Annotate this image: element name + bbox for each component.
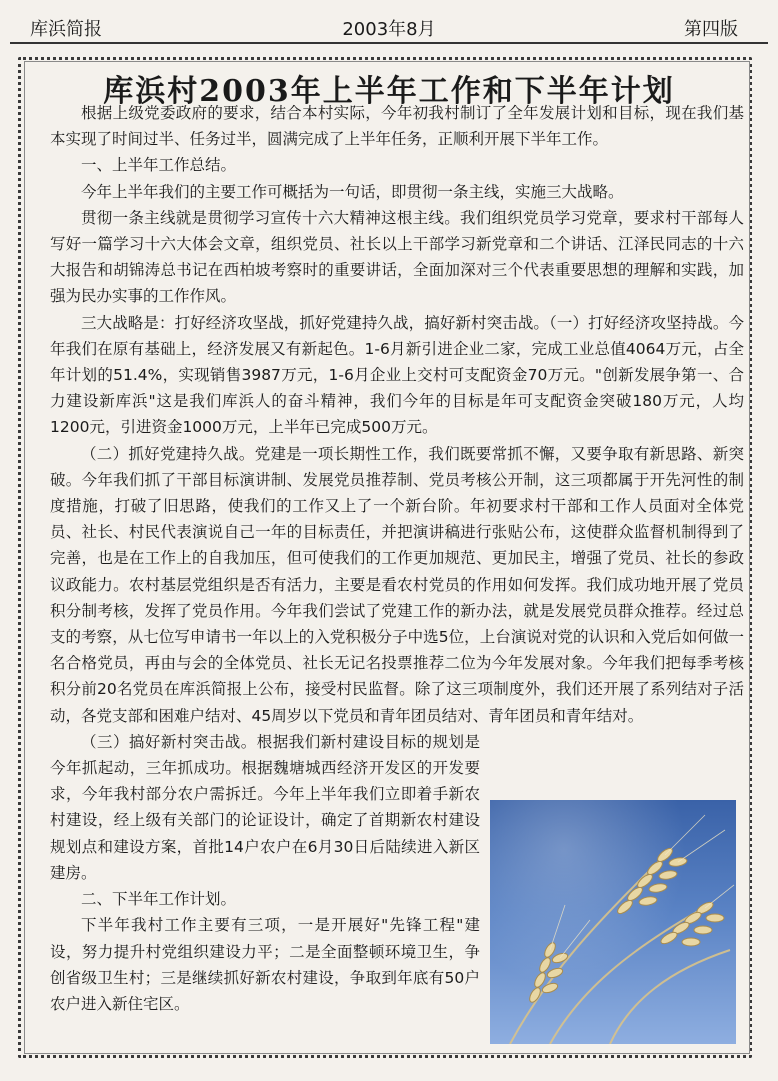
paper-name: 库浜简报: [30, 19, 102, 40]
summary-paragraph: 今年上半年我们的主要工作可概括为一句话，即贯彻一条主线，实施三大战略。: [81, 182, 624, 201]
article-title: 库浜村2003年上半年工作和下半年计划: [103, 74, 675, 109]
masthead: [0, 0, 778, 40]
plan-paragraph: 下半年我村工作主要有三项，一是开展好"先锋工程"建设，努力提升村党组织建设力平；二是全面整顿环境卫生，争创省级卫生村；三是继续抓好新农村建设，争取到年底有50户农户进入新住宅区。: [50, 916, 480, 1013]
section-heading-plan: 二、下半年工作计划。: [81, 890, 237, 909]
issue-date: 2003年8月: [342, 19, 436, 40]
section-heading-summary: 一、上半年工作总结。: [81, 156, 237, 175]
page-number: 第四版: [684, 19, 738, 40]
wheat-photo: [490, 800, 736, 1044]
new-village-paragraph: （三）搞好新村突击战。根据我们新村建设目标的规划是今年抓起动，三年抓成功。根据魏塘城西经济开发区的开发要求，今年我村部分农户需拆迁。今年上半年我们立即着手新农村建设，经上级有关部门的论证设计，确定了首期新农村建设规划点和建设方案，首批14户农户在6月30日后陆续进入新区建房。: [50, 732, 480, 882]
main-line-paragraph: 贯彻一条主线就是贯彻学习宣传十六大精神这根主线。我们组织党员学习党章，要求村干部每人写好一篇学习十六大体会文章，组织党员、社长以上干部学习新党章和二个讲话、江泽民同志的十六大报告和胡锦涛总书记在西柏坡考察时的重要讲话，全面加深对三个代表重要思想的理解和实践，加强为民办实事的工作作风。: [50, 208, 744, 306]
economic-paragraph: 三大战略是：打好经济攻坚战，抓好党建持久战，搞好新村突击战。（一）打好经济攻坚持战。今年我们在原有基础上，经济发展又有新起色。1-6月新引进企业二家，完成工业总值4064万元，占全年计划的51.4%，实现销售3987万元，1-6月企业上交村可支配资金70万元。"创新发展争第一、合力建设新库浜"这是我们库浜人的奋斗精神，我们今年的目标是年可支配资金突破180万元，人均1200元，引进资金1000万元，上半年已完成500万元。: [50, 313, 744, 437]
party-building-paragraph: （二）抓好党建持久战。党建是一项长期性工作，我们既要常抓不懈，又要争取有新思路、新突破。今年我们抓了干部目标演讲制、发展党员推荐制、党员考核公开制，这三项都属于开先河性的制度措施，打破了旧思路，使我们的工作又上了一个新台阶。年初要求村干部和工作人员面对全体党员、社长、村民代表演说自己一年的目标责任，并把演讲稿进行张贴公布，这使群众监督机制得到了完善，也是在工作上的自我加压，但可使我们的工作更加规范、更加民主，增强了党员、社长的参政议政能力。农村基层党组织是否有活力，主要是看农村党员的作用如何发挥。我们成功地开展了党员积分制考核，发挥了党员作用。今年我们尝试了党建工作的新办法，就是发展党员群众推荐。经过总支的考察，从七位写申请书一年以上的入党积极分子中选5位，上台演说对党的认识和入党后如何做一名合格党员，再由与会的全体党员、社长无记名投票推荐二位为今年发展对象。今年我们把每季考核积分前20名党员在库浜简报上公布，接受村民监督。除了这三项制度外，我们还开展了系列结对子活动，各党支部和困难户结对、45周岁以下党员和青年团员结对、青年团员和青年结对。: [50, 444, 744, 725]
intro-paragraph: 根据上级党委政府的要求，结合本村实际，今年初我村制订了全年发展计划和目标，现在我们基本实现了时间过半、任务过半，圆满完成了上半年任务，正顺利开展下半年工作。: [50, 104, 744, 149]
masthead-rule: [10, 42, 768, 44]
